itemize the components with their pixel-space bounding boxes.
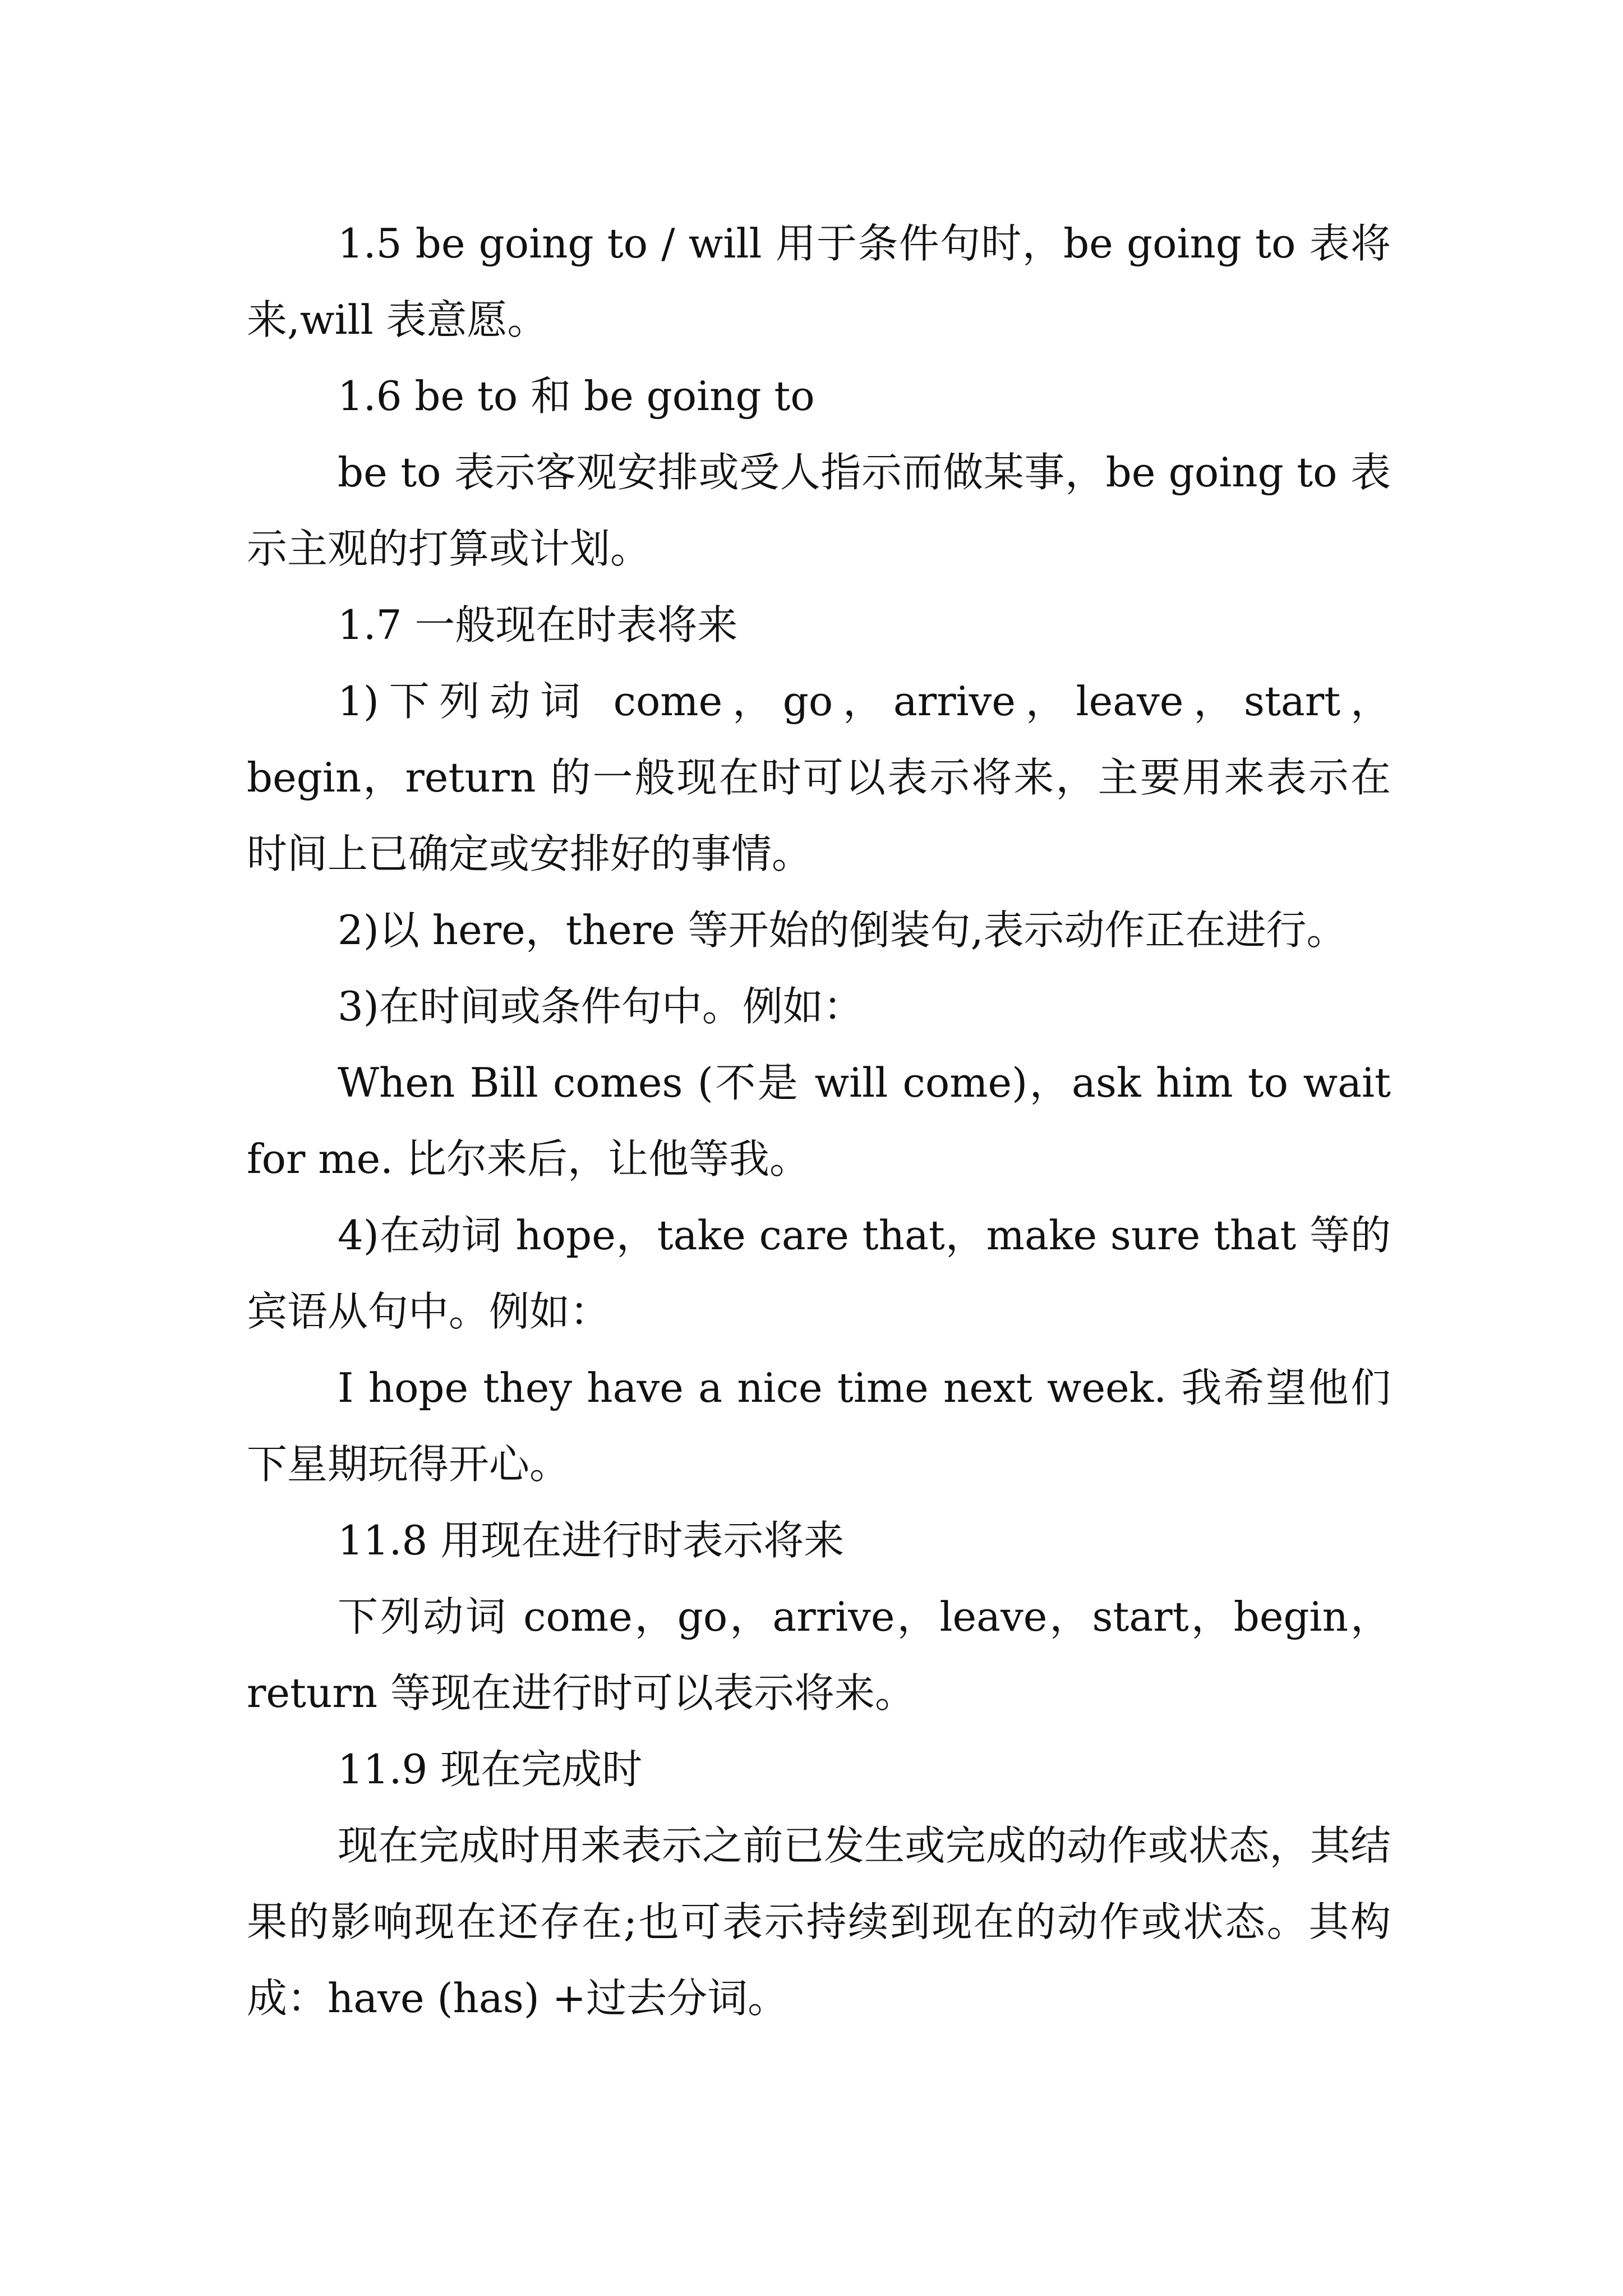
paragraph-progressive-future: 下列动词 come，go，arrive，leave，start，begin，return 等现在进行时可以表示将来。	[247, 1593, 1391, 1717]
paragraph-rule-1: 1)下列动词 come，go，arrive，leave，start，begin，return 的一般现在时可以表示将来，主要用来表示在时间上已确定或安排好的事情。	[247, 678, 1391, 877]
paragraph-present-perfect: 现在完成时用来表示之前已发生或完成的动作或状态，其结果的影响现在还存在;也可表示持续到现在的动作或状态。其构成：have (has) +过去分词。	[247, 1822, 1391, 2022]
paragraph-11-9-heading: 11.9 现在完成时	[338, 1746, 643, 1793]
paragraph-1-6-heading: 1.6 be to 和 be going to	[338, 372, 815, 420]
paragraph-rule-4: 4)在动词 hope，take care that，make sure that 等的宾语从句中。例如：	[247, 1212, 1391, 1335]
paragraph-rule-2: 2)以 here，there 等开始的倒装句,表示动作正在进行。	[338, 907, 1347, 954]
paragraph-example-hope: I hope they have a nice time next week. 我希望他们下星期玩得开心。	[247, 1364, 1391, 1488]
paragraph-example-bill: When Bill comes (不是 will come)，ask him to wait for me. 比尔来后，让他等我。	[247, 1059, 1391, 1182]
paragraph-rule-3: 3)在时间或条件句中。例如：	[338, 983, 864, 1030]
document-body	[247, 205, 1391, 2036]
paragraph-be-to-explanation: be to 表示客观安排或受人指示而做某事，be going to 表示主观的打算或计划。	[247, 449, 1391, 572]
paragraph-11-8-heading: 11.8 用现在进行时表示将来	[338, 1517, 845, 1564]
paragraph-1-7-heading: 1.7 一般现在时表将来	[338, 601, 738, 648]
paragraph-1-5-heading: 1.5 be going to / will 用于条件句时，be going to 表将来,will 表意愿。	[247, 220, 1391, 343]
